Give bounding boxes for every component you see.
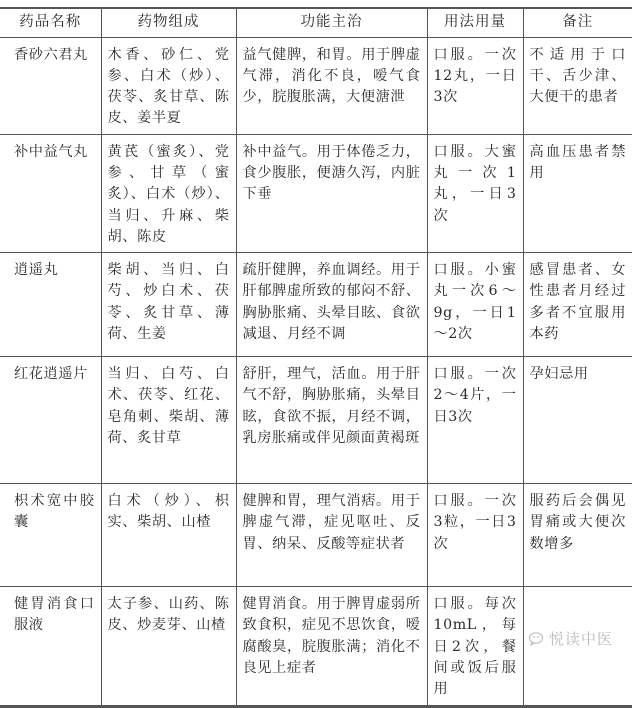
header-dosage: 用法用量 [427, 8, 523, 37]
dosage-cell: 口服。每次10mL，每日2次，餐间或饭后服用 [427, 587, 523, 706]
table-row [0, 253, 632, 357]
watermark-text: 悦读中医 [549, 630, 614, 648]
indications-cell: 疏肝健脾，养血调经。用于肝郁脾虚所致的郁闷不舒、胸胁胀痛、头晕目眩、食欲减退、月经不调 [236, 253, 427, 357]
wechat-icon [529, 632, 545, 646]
table-row [0, 484, 632, 587]
dosage-cell: 口服。小蜜丸一次6～9g，一日1～2次 [427, 253, 523, 357]
indications-cell: 健胃消食。用于脾胃虚弱所致食积，症见不思饮食，嗳腐酸臭，脘腹胀满；消化不良见上症者 [236, 587, 427, 706]
table-row [0, 357, 632, 484]
drug-name-cell: 红花逍遥片 [14, 366, 88, 383]
drug-name-cell: 健胃消食口服液 [14, 596, 95, 634]
table-row [0, 37, 632, 134]
composition-cell: 白术（炒）、枳实、柴胡、山楂 [101, 484, 236, 587]
header-notes: 备注 [523, 8, 632, 37]
table-row [0, 134, 632, 252]
drug-name-cell: 逍遥丸 [14, 262, 59, 279]
composition-cell: 黄芪（蜜炙）、党参、甘草（蜜炙）、白术（炒）、当归、升麻、柴胡、陈皮 [101, 134, 236, 252]
indications-cell: 健脾和胃，理气消痞。用于脾虚气滞，症见呕吐、反胃、纳呆、反酸等症状者 [236, 484, 427, 587]
dosage-cell: 口服。一次2～4片，一日3次 [427, 357, 523, 484]
notes-cell: 孕妇忌用 [523, 357, 632, 484]
drug-name-cell: 香砂六君丸 [14, 46, 88, 63]
drug-name-cell: 枳术宽中胶囊 [14, 493, 95, 531]
drug-name-cell: 补中益气丸 [14, 143, 88, 160]
indications-cell: 舒肝，理气，活血。用于肝气不舒，胸胁胀痛，头晕目眩，食欲不振，月经不调，乳房胀痛或伴见颜面黄褐斑 [236, 357, 427, 484]
header-drug-name: 药品名称 [19, 14, 82, 31]
notes-cell: 高血压患者禁用 [523, 134, 632, 252]
composition-cell: 太子参、山药、陈皮、炒麦芽、山楂 [101, 587, 236, 706]
drug-table [0, 7, 632, 708]
header-composition: 药物组成 [101, 8, 236, 37]
indications-cell: 益气健脾，和胃。用于脾虚气滞，消化不良，嗳气食少，脘腹胀满，大便溏泄 [236, 37, 427, 134]
composition-cell: 木香、砂仁、党参、白术（炒）、茯苓、炙甘草、陈皮、姜半夏 [101, 37, 236, 134]
dosage-cell: 口服。一次12丸，一日3次 [427, 37, 523, 134]
table-header-row [0, 8, 632, 37]
notes-cell: 服药后会偶见胃痛或大便次数增多 [523, 484, 632, 587]
dosage-cell: 口服。大蜜丸一次1丸，一日3次 [427, 134, 523, 252]
indications-cell: 补中益气。用于体倦乏力，食少腹胀，便溏久泻，内脏下垂 [236, 134, 427, 252]
composition-cell: 柴胡、当归、白芍、炒白术、茯苓、炙甘草、薄荷、生姜 [101, 253, 236, 357]
header-indications: 功能主治 [236, 8, 427, 37]
dosage-cell: 口服。一次3粒，一日3次 [427, 484, 523, 587]
notes-cell: 感冒患者、女性患者月经过多者不宜服用本药 [523, 253, 632, 357]
composition-cell: 当归、白芍、白术、茯苓、红花、皂角刺、柴胡、薄荷、炙甘草 [101, 357, 236, 484]
notes-cell: 不适用于口干、舌少津、大便干的患者 [523, 37, 632, 134]
watermark [529, 628, 613, 649]
